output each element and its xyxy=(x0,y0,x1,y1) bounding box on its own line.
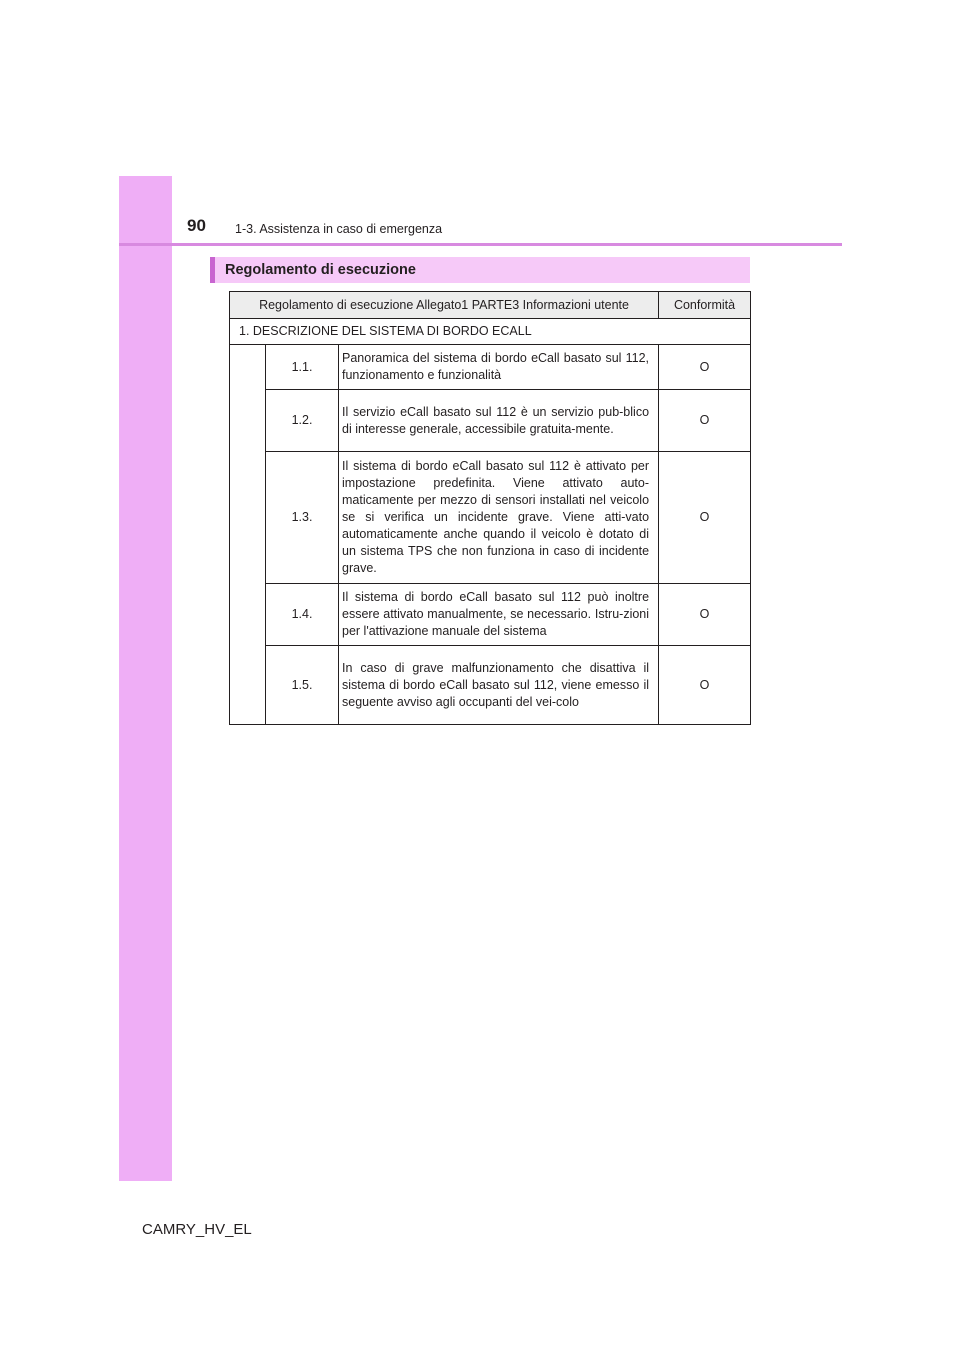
indent-cell xyxy=(230,345,266,725)
table-row xyxy=(230,584,751,646)
regulation-table xyxy=(229,291,751,725)
document-code: CAMRY_HV_EL xyxy=(142,1221,252,1238)
column-header-conformity: Conformità xyxy=(659,292,751,319)
table-header-row xyxy=(230,292,751,319)
row-number: 1.3. xyxy=(266,452,339,584)
group-label: 1. DESCRIZIONE DEL SISTEMA DI BORDO ECALL xyxy=(230,319,751,345)
column-header-info: Regolamento di esecuzione Allegato1 PARTE3 Informazioni utente xyxy=(230,292,659,319)
table-row xyxy=(230,452,751,584)
row-number: 1.1. xyxy=(266,345,339,390)
row-conformity: O xyxy=(659,452,751,584)
row-conformity: O xyxy=(659,584,751,646)
row-text: Il sistema di bordo eCall basato sul 112 è attivato per impostazione predefinita. Viene attivato auto-maticamente per mezzo di sensori installati nel veicolo se si verifica un incidente grave. Viene atti-vato automaticamente anche quando il veicolo è dotato di un sistema TPS che non funziona in caso di incidente grave. xyxy=(339,452,659,584)
row-conformity: O xyxy=(659,345,751,390)
row-text: Panoramica del sistema di bordo eCall basato sul 112, funzionamento e funzionalità xyxy=(339,345,659,390)
header-rule xyxy=(119,243,842,246)
row-text: In caso di grave malfunzionamento che disattiva il sistema di bordo eCall basato sul 112, viene emesso il seguente avviso agli occupanti del vei-colo xyxy=(339,646,659,725)
row-conformity: O xyxy=(659,646,751,725)
row-number: 1.2. xyxy=(266,390,339,452)
chapter-reference: 1-3. Assistenza in caso di emergenza xyxy=(235,222,443,236)
section-heading xyxy=(210,257,750,283)
row-number: 1.4. xyxy=(266,584,339,646)
section-title: Regolamento di esecuzione xyxy=(225,262,416,278)
group-row xyxy=(230,319,751,345)
row-number: 1.5. xyxy=(266,646,339,725)
section-heading-accent xyxy=(210,257,215,283)
side-margin-band xyxy=(119,176,172,1181)
row-text: Il sistema di bordo eCall basato sul 112 può inoltre essere attivato manualmente, se necessario. Istru-zioni per l'attivazione manuale del sistema xyxy=(339,584,659,646)
table-row xyxy=(230,646,751,725)
page-number: 90 xyxy=(187,216,206,235)
table-row xyxy=(230,345,751,390)
row-conformity: O xyxy=(659,390,751,452)
row-text: Il servizio eCall basato sul 112 è un servizio pub-blico di interesse generale, accessibile gratuita-mente. xyxy=(339,390,659,452)
table-row xyxy=(230,390,751,452)
